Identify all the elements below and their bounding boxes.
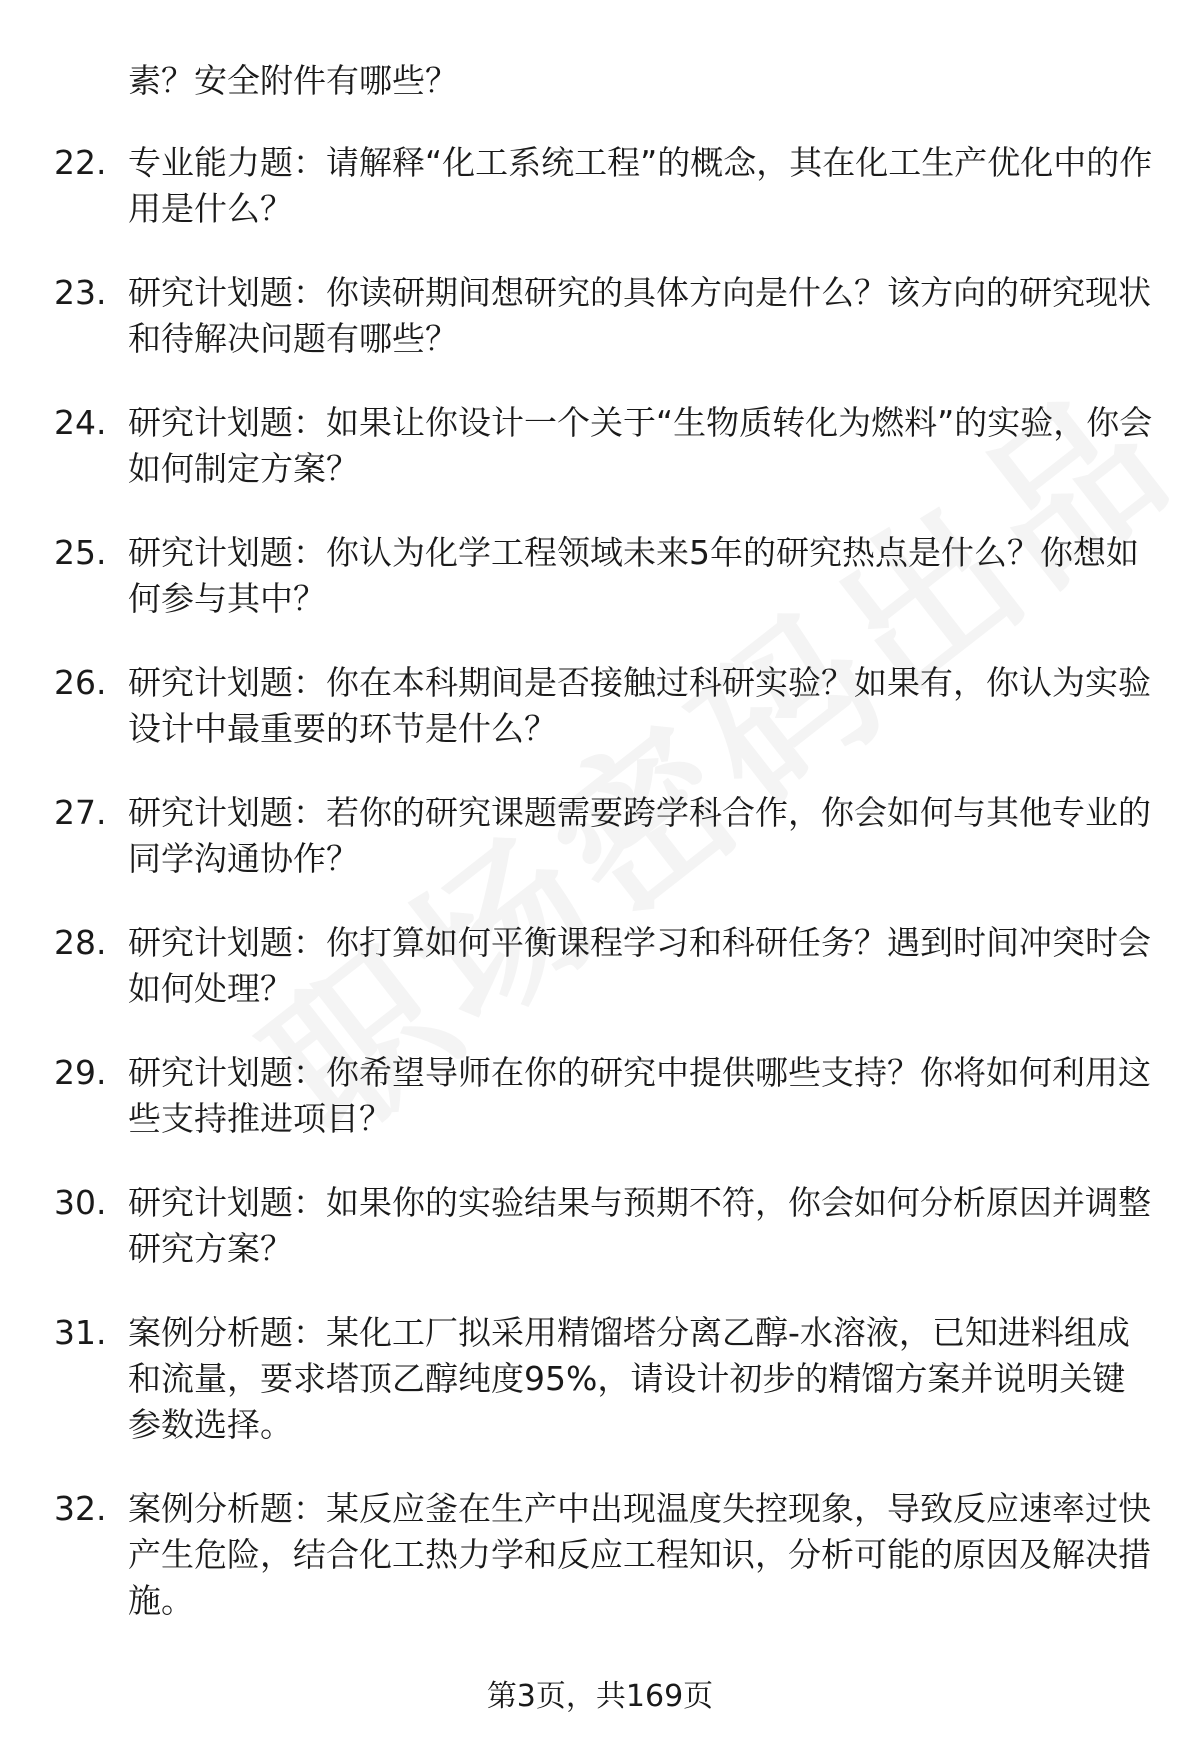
- item-text: 专业能力题：请解释“化工系统工程”的概念，其在化工生产优化中的作用是什么？: [128, 143, 1153, 228]
- item-number: 32.: [54, 1489, 107, 1528]
- item-number: 31.: [54, 1313, 107, 1352]
- item-text: 研究计划题：你打算如何平衡课程学习和科研任务？遇到时间冲突时会如何处理？: [128, 923, 1151, 1008]
- question-list: [0, 140, 1200, 1662]
- item-number: 24.: [54, 403, 107, 442]
- list-item: [0, 1050, 1200, 1142]
- item-text: 研究计划题：如果你的实验结果与预期不符，你会如何分析原因并调整研究方案？: [128, 1183, 1151, 1268]
- list-item: [0, 1486, 1200, 1624]
- item-text: 研究计划题：你认为化学工程领域未来5年的研究热点是什么？你想如何参与其中？: [128, 533, 1139, 618]
- list-item: [0, 400, 1200, 492]
- list-item: [0, 790, 1200, 882]
- item-number: 29.: [54, 1053, 107, 1092]
- list-item: [0, 660, 1200, 752]
- item-text: 案例分析题：某反应釜在生产中出现温度失控现象，导致反应速率过快产生危险，结合化工热力学和反应工程知识，分析可能的原因及解决措施。: [128, 1489, 1151, 1620]
- item-number: 23.: [54, 273, 107, 312]
- list-item: [0, 1180, 1200, 1272]
- list-item: [0, 1310, 1200, 1448]
- item-number: 26.: [54, 663, 107, 702]
- list-item: [0, 530, 1200, 622]
- item-text: 研究计划题：如果让你设计一个关于“生物质转化为燃料”的实验，你会如何制定方案？: [128, 403, 1153, 488]
- item-number: 28.: [54, 923, 107, 962]
- item-text: 研究计划题：若你的研究课题需要跨学科合作，你会如何与其他专业的同学沟通协作？: [128, 793, 1151, 878]
- page-number-footer: 第3页，共169页: [486, 1679, 714, 1714]
- item-text: 研究计划题：你读研期间想研究的具体方向是什么？该方向的研究现状和待解决问题有哪些？: [128, 273, 1151, 358]
- item-number: 30.: [54, 1183, 107, 1222]
- item-number: 25.: [54, 533, 107, 572]
- item-text: 研究计划题：你希望导师在你的研究中提供哪些支持？你将如何利用这些支持推进项目？: [128, 1053, 1151, 1138]
- continuation-text: 素？安全附件有哪些？: [128, 61, 458, 100]
- item-text: 研究计划题：你在本科期间是否接触过科研实验？如果有，你认为实验设计中最重要的环节是什么？: [128, 663, 1151, 748]
- item-number: 22.: [54, 143, 107, 182]
- list-item: [0, 140, 1200, 232]
- item-number: 27.: [54, 793, 107, 832]
- item-text: 案例分析题：某化工厂拟采用精馏塔分离乙醇-水溶液，已知进料组成和流量，要求塔顶乙醇纯度95%，请设计初步的精馏方案并说明关键参数选择。: [128, 1313, 1130, 1444]
- list-item: [0, 920, 1200, 1012]
- list-item: [0, 270, 1200, 362]
